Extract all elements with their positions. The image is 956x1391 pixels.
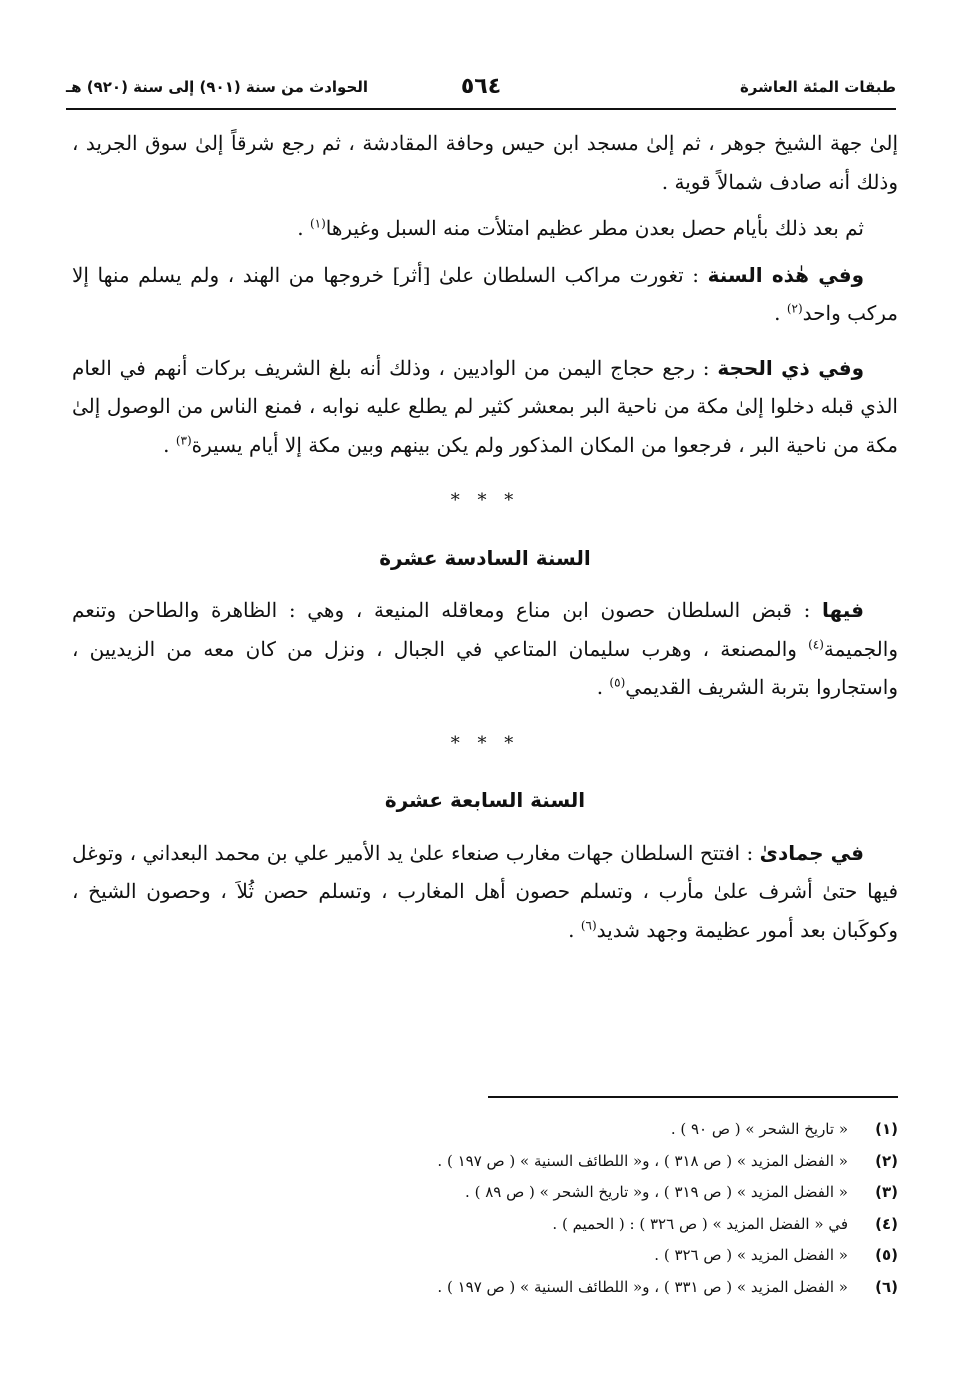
running-header: [66, 72, 896, 106]
footnote-number: (٥): [875, 1246, 898, 1264]
paragraph-5-tail: .: [596, 675, 610, 699]
footnote-number: (١): [875, 1120, 898, 1138]
paragraph-1: [72, 124, 898, 201]
footnote-number: (٦): [875, 1277, 898, 1296]
paragraph-3: [72, 256, 898, 333]
paragraph-5-lead: فيها: [822, 598, 864, 622]
paragraph-4-text: : رجع حجاج اليمن من الواديين ، وذلك أنه بلغ الشريف بركات أنهم في العام الذي قبله دخلوا إلىٰ مكة من ناحية البر بمعشر كثير لم يطلع عليه نوابه ، فمنع الناس من الوصول إلىٰ مكة من ناحية البر ، فرجعوا من المكان المذكور ولم يكن بينهم وبين مكة إلا أيام يسيرة: [72, 355, 898, 457]
header-chapter-title: الحوادث من سنة (٩٠١) إلى سنة (٩٢٠) هـ: [66, 78, 369, 96]
footnote-ref-5: (٥): [609, 675, 626, 690]
footnote-ref-2: (٢): [786, 301, 803, 316]
footnote-text: « الفضل المزيد » ( ص ٣١٩ ) ، و« تاريخ الشحر » ( ص ٨٩ ) .: [465, 1183, 848, 1201]
footnote-ref-6: (٦): [580, 917, 597, 932]
footnote-item: [72, 1272, 898, 1304]
paragraph-3-tail: .: [774, 301, 787, 325]
paragraph-4-tail: .: [163, 432, 176, 457]
footnote-item: [72, 1114, 898, 1146]
paragraph-6-tail: .: [568, 917, 581, 942]
footnote-ref-4: (٤): [808, 636, 824, 651]
footnote-text: « الفضل المزيد » ( ص ٣٣١ ) ، و« اللطائف السنية » ( ص ١٩٧ ) .: [437, 1277, 848, 1296]
header-book-title: طبقات المئة العاشرة: [739, 78, 896, 96]
section-title-year-17: السنة السابعة عشرة: [384, 788, 586, 812]
footnote-number: (٢): [875, 1151, 898, 1170]
footnote-item: [72, 1177, 898, 1209]
footnote-text: في « الفضل المزيد » ( ص ٣٢٦ ) : ( الحميم ) .: [552, 1214, 848, 1233]
section-separator-1: * * *: [450, 490, 520, 511]
paragraph-5: [72, 591, 898, 707]
paragraph-5-text-a: : قبض السلطان حصون ابن مناع ومعاقله المنيعة ، وهي : الظاهرة والطاحن وتنعم والجميمة: [72, 598, 898, 661]
footnote-number: (٤): [875, 1214, 898, 1233]
paragraph-6-lead: في جمادىٰ: [759, 840, 864, 865]
paragraph-2-text: ثم بعد ذلك بأيام حصل بعدن مطر عظيم امتلأت منه السبل وغيرها: [325, 216, 864, 240]
main-text: [72, 124, 898, 949]
paragraph-3-text: : تغورت مراكب السلطان علىٰ [أثر] خروجها من الهند ، ولم يسلم منها إلا مركب واحد: [72, 262, 898, 325]
section-separator-2: * * *: [450, 732, 520, 754]
paragraph-3-lead: وفي هٰذه السنة: [707, 262, 864, 287]
page-number: ٥٦٤: [460, 74, 502, 99]
footnote-divider: [488, 1096, 898, 1098]
paragraph-6: [72, 834, 898, 950]
paragraph-4-lead: وفي ذي الحجة: [717, 355, 864, 380]
footnote-text: « الفضل المزيد » ( ص ٣٢٦ ) .: [654, 1246, 848, 1264]
footnote-item: [72, 1209, 898, 1241]
paragraph-6-text: : افتتح السلطان جهات مغارب صنعاء علىٰ يد الأمير علي بن محمد البعداني ، وتوغل فيها حتىٰ أشرف علىٰ مأرب ، وتسلم حصون أهل المغارب ، وتسلم حصن ثُلاَ ، وحصون الشيخ ، وكوكَبان بعد أمور عظيمة وجهد شديد: [72, 840, 898, 942]
header-divider: [66, 108, 896, 110]
paragraph-1-text: إلىٰ جهة الشيخ جوهر ، ثم إلىٰ مسجد ابن حيس وحافة المقادشة ، ثم رجع شرقاً إلىٰ سوق الجريد ، وذلك أنه صادف شمالاً قوية .: [72, 131, 898, 194]
footnote-ref-3: (٣): [175, 432, 192, 447]
paragraph-4: [72, 349, 898, 465]
footnote-ref-1: (١): [309, 216, 326, 231]
footnote-text: « تاريخ الشحر » ( ص ٩٠ ) .: [670, 1120, 848, 1138]
section-title-year-16: السنة السادسة عشرة: [379, 545, 591, 570]
paragraph-5-text-b: والمصنعة ، وهرب سليمان المتاعي في الجبال ، ونزل من كان معه من الزيديين ، واستجاروا بتربة الشريف القديمي: [72, 636, 898, 699]
paragraph-2: [72, 209, 898, 248]
footnote-number: (٣): [875, 1183, 898, 1201]
paragraph-2-tail: .: [297, 216, 310, 240]
footnote-text: « الفضل المزيد » ( ص ٣١٨ ) ، و« اللطائف السنية » ( ص ١٩٧ ) .: [437, 1151, 848, 1170]
footnote-item: [72, 1240, 898, 1272]
footnote-item: [72, 1146, 898, 1178]
footnotes: [72, 1114, 898, 1303]
